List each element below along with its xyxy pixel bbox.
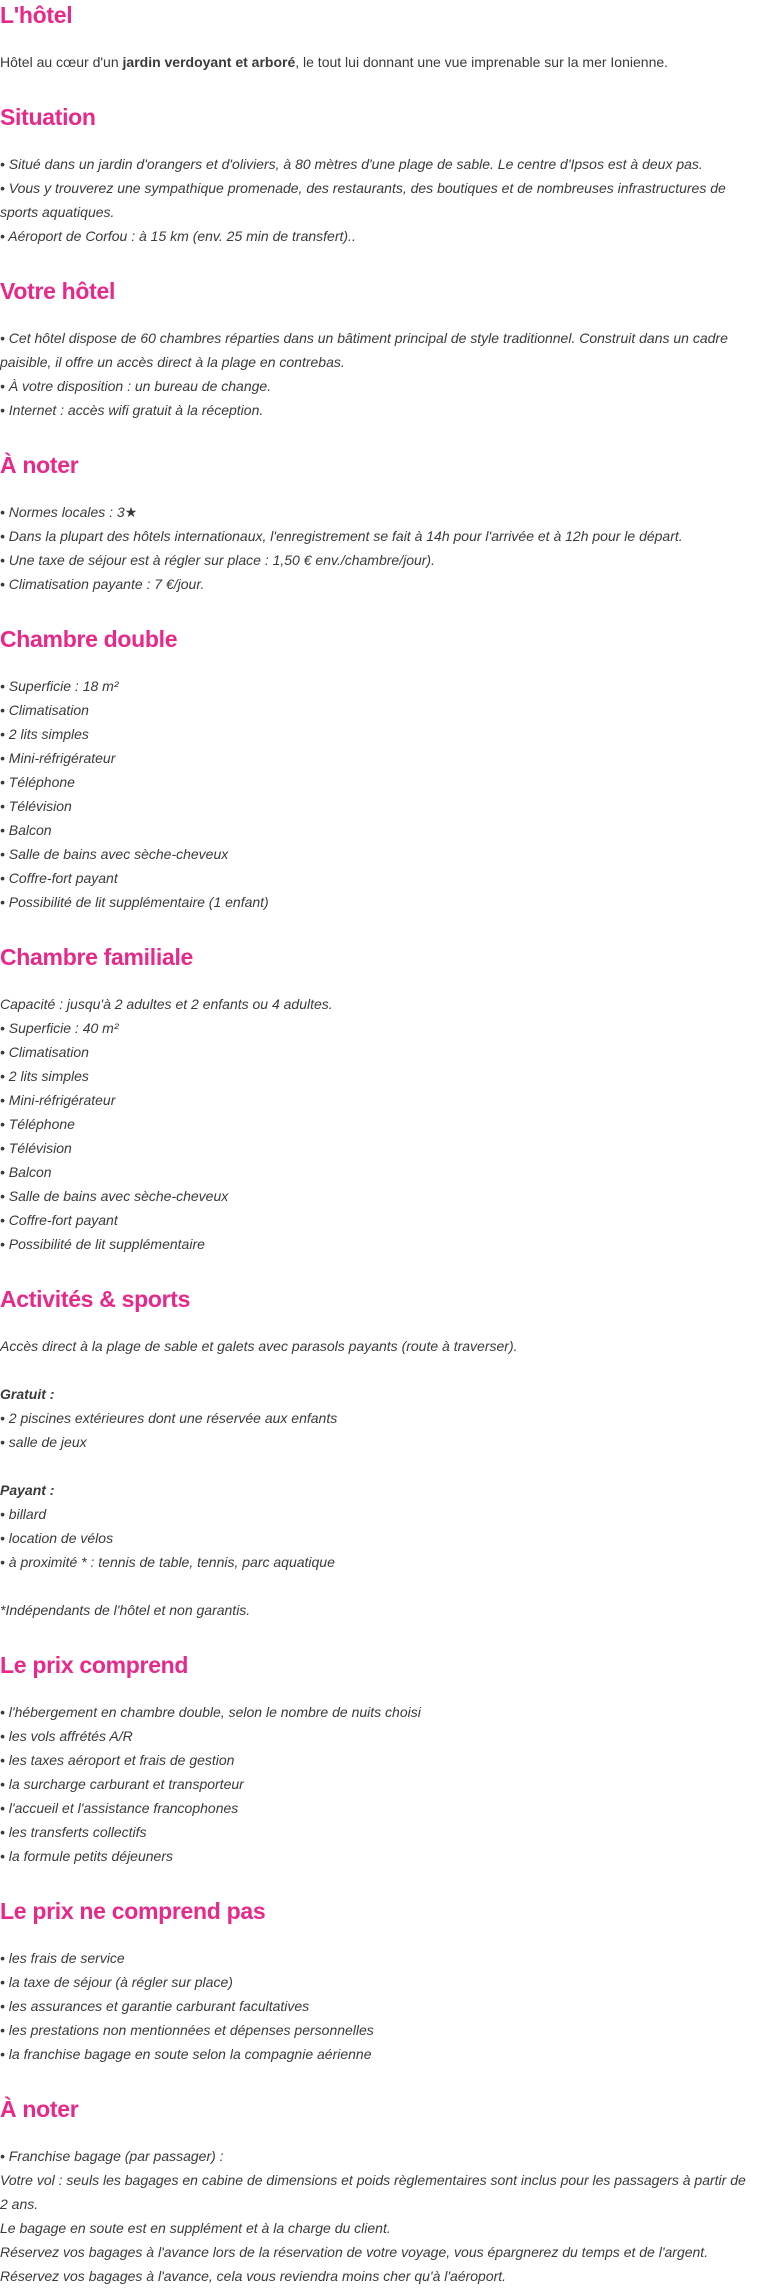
list-item: • Dans la plupart des hôtels internationaux, l'enregistrement se fait à 14h pour l'arrivée et à 12h pour le départ. — [0, 528, 683, 544]
section-content-votre-hotel — [0, 326, 756, 422]
list-item: • Situé dans un jardin d'orangers et d'oliviers, à 80 mètres d'une plage de sable. Le centre d'Ipsos est à deux pas. — [0, 156, 703, 172]
hotel-intro — [0, 50, 756, 74]
list-item: • À votre disposition : un bureau de change. — [0, 378, 272, 394]
section-votre-hotel — [0, 276, 756, 422]
list-item: • les assurances et garantie carburant facultatives — [0, 1998, 310, 2014]
list-item: • Vous y trouverez une sympathique promenade, des restaurants, des boutiques et de nombreuses infrastructures de sports aquatiques. — [0, 180, 726, 220]
spacer — [0, 1454, 756, 1478]
section-title-situation: Situation — [0, 104, 96, 130]
section-content-a-noter-bagages — [0, 2144, 756, 2288]
section-title-chambre-double: Chambre double — [0, 626, 178, 652]
list-item: • Normes locales : 3★ — [0, 504, 138, 520]
paid-label: Payant : — [0, 1482, 55, 1498]
spacer — [0, 1574, 756, 1598]
section-content-prix-ne-comprend-pas — [0, 1946, 756, 2066]
list-item: • les taxes aéroport et frais de gestion — [0, 1752, 235, 1768]
list-item: • Coffre-fort payant — [0, 1212, 118, 1228]
list-item: • Télévision — [0, 798, 72, 814]
list-item: • billard — [0, 1506, 47, 1522]
section-content-chambre-familiale — [0, 992, 756, 1256]
section-content-hotel — [0, 50, 756, 74]
section-content-chambre-double — [0, 674, 756, 914]
list-item: • Coffre-fort payant — [0, 870, 118, 886]
free-label: Gratuit : — [0, 1386, 55, 1402]
section-a-noter-bagages — [0, 2094, 756, 2288]
list-item: • Climatisation — [0, 702, 89, 718]
list-item: Le bagage en soute est en supplément et à la charge du client. — [0, 2220, 391, 2236]
hotel-intro-highlight: jardin verdoyant et arboré — [122, 54, 296, 70]
list-item: • Salle de bains avec sèche-cheveux — [0, 1188, 229, 1204]
list-item: • Climatisation — [0, 1044, 89, 1060]
section-content-activites-sports — [0, 1334, 756, 1622]
section-activites-sports — [0, 1284, 756, 1622]
section-hotel — [0, 0, 756, 74]
list-item: • Possibilité de lit supplémentaire (1 enfant) — [0, 894, 269, 910]
list-item: • les transferts collectifs — [0, 1824, 147, 1840]
section-content-a-noter — [0, 500, 756, 596]
list-item: • Télévision — [0, 1140, 72, 1156]
activities-intro: Accès direct à la plage de sable et galets avec parasols payants (route à traverser). — [0, 1338, 518, 1354]
list-item: • Une taxe de séjour est à régler sur place : 1,50 € env./chambre/jour). — [0, 552, 435, 568]
list-item: • salle de jeux — [0, 1434, 87, 1450]
footnote: *Indépendants de l'hôtel et non garantis. — [0, 1602, 251, 1618]
section-prix-ne-comprend-pas — [0, 1896, 756, 2066]
list-item: • Salle de bains avec sèche-cheveux — [0, 846, 229, 862]
list-item: • Balcon — [0, 822, 52, 838]
list-item: Réservez vos bagages à l'avance lors de la réservation de votre voyage, vous épargnerez du temps et de l'argent. — [0, 2244, 709, 2260]
list-item: Votre vol : seuls les bagages en cabine de dimensions et poids règlementaires sont inclus pour les passagers à partir de 2 ans. — [0, 2172, 746, 2212]
list-item: • Franchise bagage (par passager) : — [0, 2148, 224, 2164]
list-item: • Balcon — [0, 1164, 52, 1180]
list-item: • Climatisation payante : 7 €/jour. — [0, 576, 205, 592]
section-title-prix-comprend: Le prix comprend — [0, 1652, 189, 1678]
list-item: • Internet : accès wifi gratuit à la réception. — [0, 402, 264, 418]
hotel-intro-text: Hôtel au cœur d'un — [0, 54, 123, 70]
list-item: • l'accueil et l'assistance francophones — [0, 1800, 239, 1816]
list-item: • Téléphone — [0, 1116, 75, 1132]
list-item: • Aéroport de Corfou : à 15 km (env. 25 min de transfert).. — [0, 228, 356, 244]
list-item: • Mini-réfrigérateur — [0, 1092, 116, 1108]
section-chambre-double — [0, 624, 756, 914]
list-item: • Téléphone — [0, 774, 75, 790]
section-title-chambre-familiale: Chambre familiale — [0, 944, 194, 970]
list-item: • Possibilité de lit supplémentaire — [0, 1236, 205, 1252]
list-item: • la franchise bagage en soute selon la compagnie aérienne — [0, 2046, 372, 2062]
section-title-hotel: L'hôtel — [0, 2, 73, 28]
list-item: • location de vélos — [0, 1530, 114, 1546]
list-item: • à proximité * : tennis de table, tennis, parc aquatique — [0, 1554, 335, 1570]
list-item: • la formule petits déjeuners — [0, 1848, 173, 1864]
list-item: • l'hébergement en chambre double, selon le nombre de nuits choisi — [0, 1704, 421, 1720]
section-chambre-familiale — [0, 942, 756, 1256]
list-item: • la taxe de séjour (à régler sur place) — [0, 1974, 233, 1990]
list-item: • Superficie : 40 m² — [0, 1020, 119, 1036]
list-item: Réservez vos bagages à l'avance, cela vous reviendra moins cher qu'à l'aéroport. — [0, 2268, 507, 2284]
spacer — [0, 1358, 756, 1382]
section-situation — [0, 102, 756, 248]
section-content-prix-comprend — [0, 1700, 756, 1868]
section-title-a-noter: À noter — [0, 452, 79, 478]
hotel-intro-text-end: , le tout lui donnant une vue imprenable sur la mer Ionienne. — [295, 54, 669, 70]
list-item: • 2 lits simples — [0, 726, 89, 742]
section-title-activites-sports: Activités & sports — [0, 1286, 191, 1312]
list-item: • 2 lits simples — [0, 1068, 89, 1084]
section-prix-comprend — [0, 1650, 756, 1868]
list-item: • Mini-réfrigérateur — [0, 750, 116, 766]
list-item: • la surcharge carburant et transporteur — [0, 1776, 244, 1792]
section-a-noter — [0, 450, 756, 596]
section-title-prix-ne-comprend-pas: Le prix ne comprend pas — [0, 1898, 266, 1924]
list-item: • les frais de service — [0, 1950, 125, 1966]
list-item: • 2 piscines extérieures dont une réservée aux enfants — [0, 1410, 338, 1426]
list-item: • Cet hôtel dispose de 60 chambres réparties dans un bâtiment principal de style traditionnel. Construit dans un cadre paisible, il offre un accès direct à la plage en contrebas. — [0, 330, 728, 370]
section-content-situation — [0, 152, 756, 248]
list-item: • les prestations non mentionnées et dépenses personnelles — [0, 2022, 374, 2038]
list-item: • les vols affrétés A/R — [0, 1728, 133, 1744]
list-item: Capacité : jusqu'à 2 adultes et 2 enfants ou 4 adultes. — [0, 996, 333, 1012]
list-item: • Superficie : 18 m² — [0, 678, 119, 694]
section-title-a-noter-bagages: À noter — [0, 2096, 79, 2122]
section-title-votre-hotel: Votre hôtel — [0, 278, 116, 304]
